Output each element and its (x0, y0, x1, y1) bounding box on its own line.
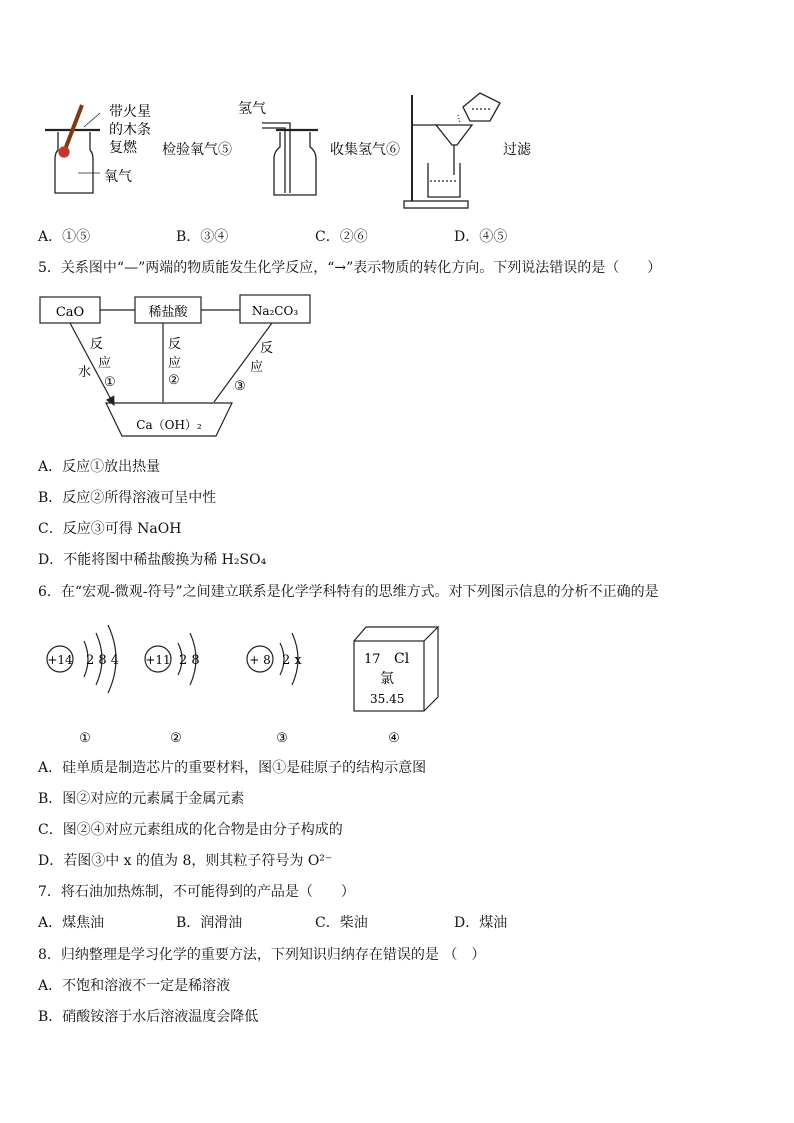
oxygen-test-illustration (45, 105, 100, 193)
collect-hydrogen-caption: 收集氢气⑥ (330, 142, 400, 158)
q6-atom-diagrams (38, 615, 458, 750)
q6-option-b: B．图②对应的元素属于金属元素 (38, 791, 245, 807)
oxygen-label: 氧气 (104, 169, 132, 185)
q4-option-d: D．④⑤ (454, 229, 508, 245)
q7-stem: 7．将石油加热炼制，不可能得到的产品是（ ） (38, 884, 355, 900)
svg-text:氯: 氯 (380, 671, 394, 687)
svg-text:反: 反 (168, 337, 182, 352)
hydrogen-label: 氢气 (238, 101, 266, 117)
svg-text:反: 反 (260, 341, 274, 356)
svg-text:②: ② (170, 731, 182, 746)
svg-text:③: ③ (276, 731, 288, 746)
svg-text:+11: +11 (145, 653, 171, 667)
hydrogen-collect-illustration (262, 123, 318, 195)
q5-option-c: C．反应③可得 NaOH (38, 521, 182, 537)
svg-text:应: 应 (168, 356, 182, 371)
svg-text:反: 反 (90, 337, 104, 352)
svg-text:Na₂CO₃: Na₂CO₃ (251, 304, 299, 318)
q5-option-a: A．反应①放出热量 (38, 459, 161, 475)
svg-text:Ca（OH）₂: Ca（OH）₂ (136, 418, 202, 432)
q8-stem: 8．归纳整理是学习化学的重要方法，下列知识归纳存在错误的是 （ ） (38, 947, 486, 963)
svg-text:17: 17 (364, 652, 381, 667)
svg-text:应: 应 (98, 356, 112, 371)
q6-option-c: C．图②④对应元素组成的化合物是由分子构成的 (38, 822, 343, 838)
q5-option-d: D．不能将图中稀盐酸换为稀 H₂SO₄ (38, 552, 267, 568)
spark-label-line1: 带火星 (109, 104, 151, 120)
q7-option-b: B．润滑油 (176, 915, 243, 931)
q4-option-b: B．③④ (176, 229, 229, 245)
svg-text:稀盐酸: 稀盐酸 (148, 305, 188, 320)
q4-option-c: C．②⑥ (315, 229, 368, 245)
q8-option-b: B．硝酸铵溶于水后溶液温度会降低 (38, 1009, 259, 1025)
q7-option-a: A．煤焦油 (38, 915, 105, 931)
filtration-illustration (404, 93, 500, 208)
svg-text:①: ① (79, 731, 91, 746)
svg-text:2 8 4: 2 8 4 (86, 653, 120, 668)
check-oxygen-caption: 检验氧气⑤ (162, 142, 232, 158)
svg-text:Cl: Cl (394, 651, 410, 667)
svg-text:2 8: 2 8 (179, 653, 200, 668)
svg-text:35.45: 35.45 (370, 692, 405, 706)
spark-label-line3: 复燃 (109, 140, 137, 156)
spark-label-line2: 的木条 (109, 122, 151, 138)
q5-option-b: B．反应②所得溶液可呈中性 (38, 490, 217, 506)
svg-text:2 x: 2 x (282, 653, 302, 668)
q4-option-a: A．①⑤ (38, 229, 91, 245)
filter-caption: 过滤 (503, 142, 531, 158)
q7-option-d: D．煤油 (454, 915, 508, 931)
svg-text:水: 水 (78, 365, 92, 380)
svg-text:①: ① (104, 375, 116, 390)
svg-text:③: ③ (234, 379, 246, 394)
q7-option-c: C．柴油 (315, 915, 368, 931)
q6-stem: 6．在“宏观-微观-符号”之间建立联系是化学学科特有的思维方式。对下列图示信息的分析不正确的是 (38, 584, 659, 600)
q5-relation-diagram (38, 290, 328, 440)
svg-text:应: 应 (250, 360, 264, 375)
svg-text:④: ④ (388, 731, 400, 746)
svg-text:②: ② (168, 373, 180, 388)
lab-apparatus-figure (0, 85, 794, 215)
svg-text:CaO: CaO (55, 305, 85, 320)
q6-option-d: D．若图③中 x 的值为 8，则其粒子符号为 O²⁻ (38, 853, 333, 869)
q6-option-a: A．硅单质是制造芯片的重要材料，图①是硅原子的结构示意图 (38, 760, 427, 776)
svg-text:+ 8: + 8 (249, 653, 271, 667)
svg-text:+14: +14 (47, 653, 73, 667)
q8-option-a: A．不饱和溶液不一定是稀溶液 (38, 978, 231, 994)
q5-stem: 5．关系图中“—”两端的物质能发生化学反应，“→”表示物质的转化方向。下列说法错误的是（ ） (38, 260, 662, 276)
